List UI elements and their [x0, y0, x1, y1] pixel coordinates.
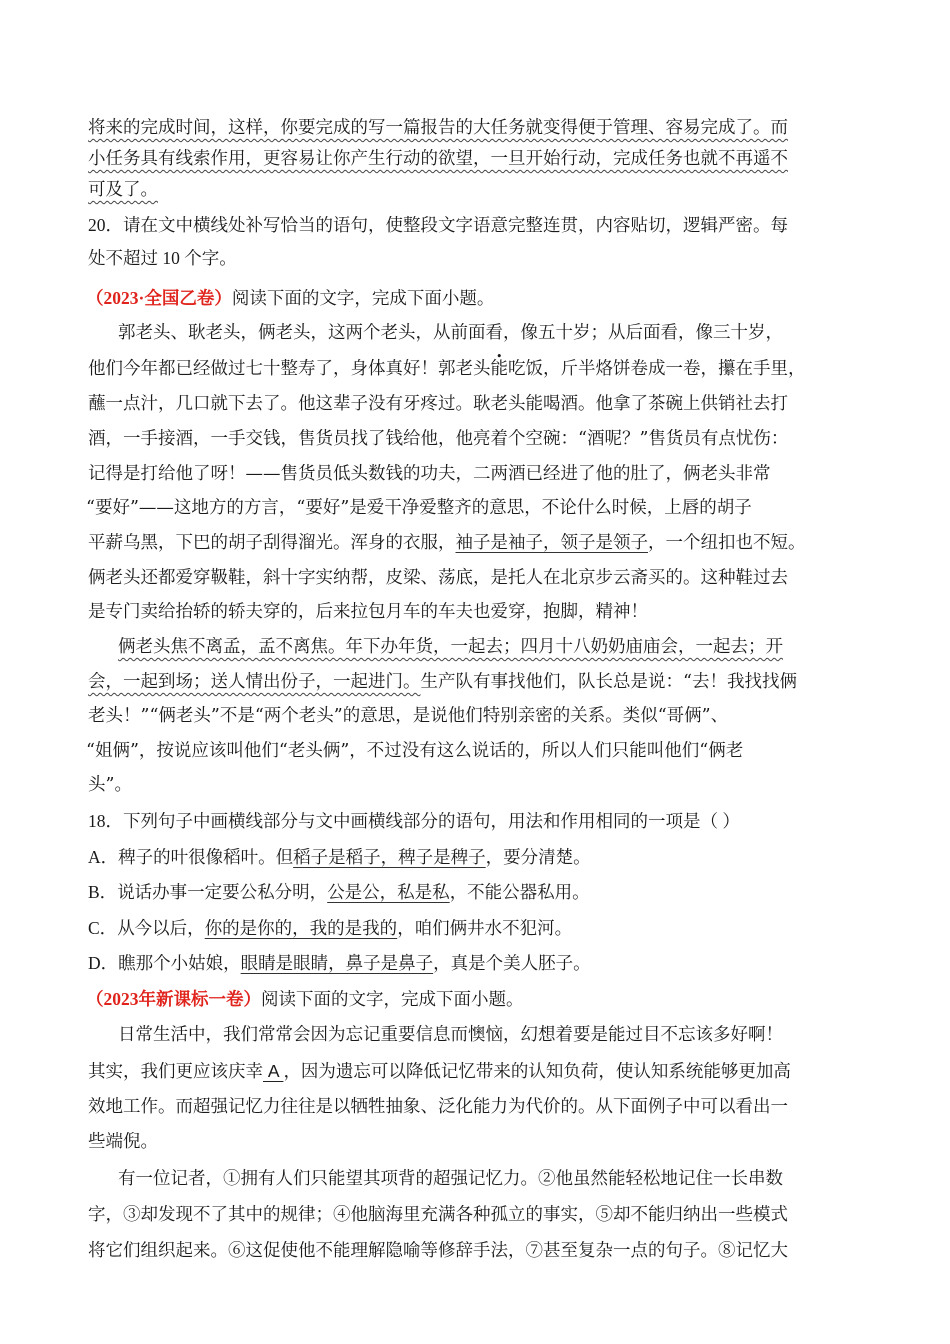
q18-option-c[interactable] — [88, 916, 572, 940]
s2p2-line-3: 将它们组织起来。⑥这促使他不能理解隐喻等修辞手法，⑦甚至复杂一点的句子。⑧记忆大 — [88, 1241, 788, 1261]
s2p1-line-3: 效地工作。而超强记忆力往往是以牺牲抽象、泛化能力为代价的。从下面例子中可以看出一 — [88, 1097, 788, 1117]
option-text: ，真是个美人胚子。 — [433, 953, 591, 973]
option-text: 稗子的叶很像稻叶。但 — [118, 847, 294, 867]
q18-option-a[interactable] — [88, 845, 591, 869]
q20-line-2: 处不超过 10 个字。 — [88, 248, 237, 268]
s2p2-line-1: 有一位记者，①拥有人们只能望其项背的超强记忆力。②他虽然能轻松地记住一长串数 — [118, 1169, 783, 1189]
wavy-text: 俩老头焦不离孟，孟不离焦。年下办年货，一起去；四月十八奶奶庙庙会，一起去；开 — [118, 637, 783, 657]
option-underlined: 公是公，私是私 — [327, 882, 450, 902]
s1p1-line-8: 俩老头还都爱穿靸鞋，斜十字实纳帮，皮梁、荡底，是托人在北京步云斋买的。这种鞋过去 — [88, 568, 788, 588]
text-run: ，因为遗忘可以降低记忆带来的认知负荷，使认知系统能够更加高 — [283, 1062, 791, 1082]
s1p1-line-2 — [88, 357, 806, 381]
s1p2-line-2 — [88, 670, 797, 694]
text-run: 生产队有事找他们，队长总是说：“去！我找找俩 — [420, 672, 797, 692]
text-run: 他们今年都已经做过七十整寿了，身体真好！郭老头 — [88, 359, 491, 379]
s1p1-line-1: 郭老头、耿老头，俩老头，这两个老头，从前面看，像五十岁；从后面看，像三十岁， — [118, 323, 783, 343]
s1p1-line-3: 蘸一点汁，几口就下去了。他这辈子没有牙疼过。耿老头能喝酒。他拿了茶碗上供销社去打 — [88, 394, 788, 414]
section1-heading — [86, 286, 494, 310]
text-run: 其实，我们更应该庆幸 — [88, 1062, 263, 1082]
q18-option-d[interactable] — [88, 951, 591, 975]
section2-heading — [86, 987, 524, 1011]
option-underlined: 眼睛是眼睛，鼻子是鼻子 — [240, 953, 434, 973]
option-text: 说话办事一定要公私分明， — [117, 882, 328, 902]
intro-line-2 — [88, 147, 788, 171]
option-text: 瞧那个小姑娘， — [118, 953, 241, 973]
option-text: 从今以后， — [117, 918, 205, 938]
intro-text: 可及了。 — [88, 180, 158, 200]
q18-option-b[interactable] — [88, 880, 590, 904]
option-underlined: 稻子是稻子，稗子是稗子 — [293, 847, 486, 867]
s1p2-line-3: 老头！”“俩老头”不是“两个老头”的意思，是说他们特别亲密的关系。类似“哥俩”、 — [88, 706, 729, 726]
option-text: ，不能公器私用。 — [449, 882, 590, 902]
intro-text: 将来的完成时间，这样，你要完成的写一篇报告的大任务就变得便于管理、容易完成了。而 — [88, 118, 788, 138]
emphasis-dot-char: 能 — [490, 359, 508, 379]
s1p1-line-4: 酒，一手接酒，一手交钱，售货员找了钱给他，他亮着个空碗：“酒呢？”售货员有点忧伤： — [88, 429, 789, 449]
intro-text: 小任务具有线索作用，更容易让你产生行动的欲望，一旦开始行动，完成任务也就不再遥不 — [88, 149, 788, 169]
s1p1-line-7 — [88, 531, 806, 555]
s1p1-line-6: “要好”——这地方的方言，“要好”是爱干净爱整齐的意思，不论什么时候，上唇的胡子 — [86, 498, 752, 518]
s1p1-line-5: 记得是打给他了呀！——售货员低头数钱的功夫，二两酒已经进了他的肚了，俩老头非常 — [88, 464, 771, 484]
intro-line-3 — [88, 178, 158, 202]
q20-line-1: 20．请在文中横线处补写恰当的语句，使整段文字语意完整连贯，内容贴切，逻辑严密。每 — [88, 215, 788, 235]
section1-instruction: 阅读下面的文字，完成下面小题。 — [231, 288, 495, 308]
option-letter: B． — [88, 882, 118, 902]
underlined-phrase: 袖子是袖子，领子是领子 — [455, 533, 648, 553]
option-letter: D． — [88, 953, 119, 973]
section1-source: （2023·全国乙卷） — [86, 288, 232, 308]
option-text: ，要分清楚。 — [485, 847, 591, 867]
fill-blank-a[interactable]: A — [263, 1061, 284, 1081]
s2p2-line-2: 字，③却发现不了其中的规律；④他脑海里充满各种孤立的事实，⑤却不能归纳出一些模式 — [88, 1205, 788, 1225]
option-text: ，咱们俩井水不犯河。 — [397, 918, 573, 938]
option-letter: A． — [88, 847, 119, 867]
section2-source: （2023年新课标一卷） — [86, 989, 261, 1009]
option-letter: C． — [88, 918, 118, 938]
s1p2-line-1 — [118, 635, 783, 659]
s2p1-line-4: 些端倪。 — [88, 1132, 158, 1152]
intro-line-1 — [88, 116, 788, 140]
text-run: 平薪乌黑，下巴的胡子刮得溜光。浑身的衣服， — [88, 533, 456, 553]
s1p2-line-4: “姐俩”，按说应该叫他们“老头俩”，不过没有这么说话的，所以人们只能叫他们“俩老 — [86, 741, 744, 761]
s1p2-line-5: 头”。 — [88, 775, 132, 795]
wavy-text: 会，一起到场；送人情出份子，一起进门。 — [88, 672, 421, 692]
s2p1-line-1: 日常生活中，我们常常会因为忘记重要信息而懊恼，幻想着要是能过目不忘该多好啊！ — [118, 1025, 783, 1045]
s1p1-line-9: 是专门卖给抬轿的轿夫穿的，后来拉包月车的车夫也爱穿，抱脚，精神！ — [88, 602, 648, 622]
q18-stem: 18．下列句子中画横线部分与文中画横线部分的语句，用法和作用相同的一项是（ ） — [88, 811, 740, 831]
section2-instruction: 阅读下面的文字，完成下面小题。 — [261, 989, 524, 1009]
option-underlined: 你的是你的，我的是我的 — [204, 918, 398, 938]
text-run: ，一个纽扣也不短。 — [648, 533, 806, 553]
s2p1-line-2 — [88, 1059, 791, 1084]
text-run: 吃饭，斤半烙饼卷成一卷，攥在手里， — [508, 359, 806, 379]
